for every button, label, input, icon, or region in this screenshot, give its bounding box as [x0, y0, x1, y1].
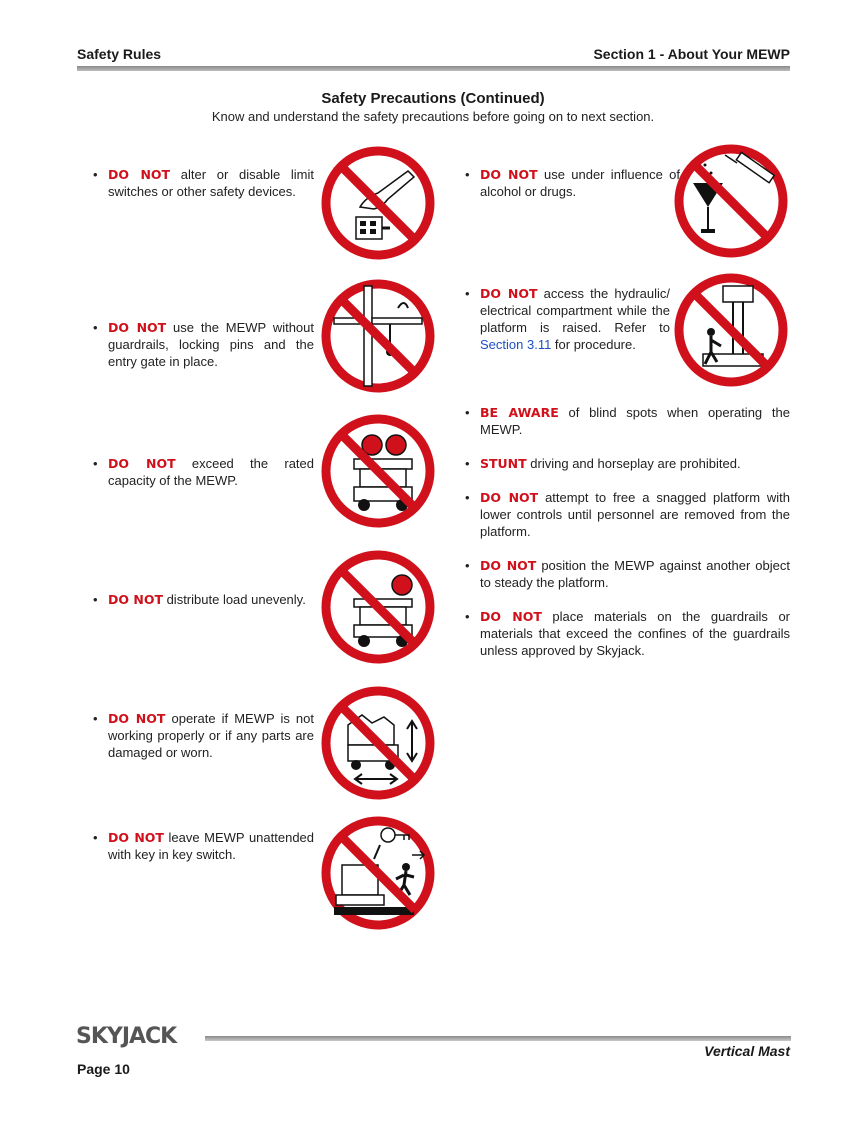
key-unattended-prohibited-icon	[320, 815, 436, 931]
guardrail-removed-prohibited-icon	[320, 278, 436, 394]
model-name: Vertical Mast	[704, 1043, 790, 1059]
list-item: • DO NOT place materials on the guardrails or materials that exceed the confines of the guardrails unless approved by Skyjack.	[465, 609, 791, 658]
item-text: of blind spots when operating the MEWP.	[480, 405, 790, 437]
warning-keyword: DO NOT	[108, 592, 163, 607]
list-item: • DO NOT use the MEWP without guardrails, locking pins and the entry gate in place.	[93, 320, 315, 369]
warning-keyword: DO NOT	[480, 490, 539, 505]
overload-prohibited-icon	[320, 413, 436, 529]
page-number: Page 10	[77, 1061, 130, 1077]
list-item: • DO NOT leave MEWP unattended with key in key switch.	[93, 830, 315, 862]
warning-keyword: DO NOT	[108, 167, 171, 182]
item-text: distribute load unevenly.	[162, 592, 306, 607]
page-subtitle: Know and understand the safety precautions before going on to next section.	[211, 109, 655, 124]
skyjack-logo: SKYJACK	[76, 1024, 177, 1049]
header-section-label: Safety Rules	[77, 46, 162, 62]
list-item: • DO NOT exceed the rated capacity of the MEWP.	[93, 456, 314, 488]
list-item: • DO NOT operate if MEWP is not working properly or if any parts are damaged or worn.	[93, 711, 314, 760]
damaged-machine-prohibited-icon	[320, 685, 436, 801]
warning-keyword: DO NOT	[480, 609, 542, 624]
list-item: • DO NOT attempt to free a snagged platform with lower controls until personnel are removed from the platform.	[465, 490, 790, 539]
uneven-load-prohibited-icon	[320, 549, 436, 665]
item-text: use the MEWP without guardrails, locking pins and the entry gate in place.	[108, 320, 315, 369]
item-text: position the MEWP against another object to steady the platform.	[480, 558, 790, 590]
compartment-access-prohibited-icon	[673, 272, 789, 388]
warning-keyword: DO NOT	[480, 558, 537, 573]
warning-keyword: DO NOT	[108, 320, 167, 335]
warning-keyword: DO NOT	[480, 286, 538, 301]
alcohol-drugs-prohibited-icon	[673, 143, 789, 259]
warning-keyword: BE AWARE	[480, 405, 559, 420]
item-text: exceed the rated capacity of the MEWP.	[108, 456, 314, 488]
list-item: • STUNT driving and horseplay are prohibited.	[465, 456, 741, 471]
section-link[interactable]: Section 3.11	[480, 337, 552, 352]
header-divider	[77, 66, 790, 71]
header-chapter-label: Section 1 - About Your MEWP	[593, 46, 790, 62]
warning-keyword: DO NOT	[108, 830, 164, 845]
warning-keyword: STUNT	[480, 456, 527, 471]
list-item: • BE AWARE of blind spots when operating the MEWP.	[465, 405, 790, 437]
list-item: • DO NOT position the MEWP against another object to steady the platform.	[465, 558, 790, 590]
item-text: leave MEWP unattended with key in key switch.	[108, 830, 315, 862]
list-item: • DO NOT use under influence of alcohol or drugs.	[465, 167, 680, 199]
warning-keyword: DO NOT	[108, 456, 176, 471]
list-item: • DO NOT alter or disable limit switches or other safety devices.	[93, 167, 314, 199]
item-text: for procedure.	[551, 337, 636, 352]
warning-keyword: DO NOT	[108, 711, 166, 726]
limit-switch-prohibited-icon	[320, 145, 436, 261]
list-item: • DO NOT distribute load unevenly.	[93, 592, 306, 607]
item-text: operate if MEWP is not working properly or if any parts are damaged or worn.	[108, 711, 314, 760]
item-text: place materials on the guardrails or materials that exceed the confines of the guardrails unless approved by Skyjack.	[480, 609, 791, 658]
item-text: access the hydraulic/ electrical compartment while the platform is raised. Refer to	[480, 286, 671, 335]
item-text: use under influence of alcohol or drugs.	[480, 167, 680, 199]
item-text: alter or disable limit switches or other safety devices.	[108, 167, 314, 199]
warning-keyword: DO NOT	[480, 167, 538, 182]
page-title: Safety Precautions (Continued)	[321, 90, 545, 107]
item-text: driving and horseplay are prohibited.	[526, 456, 741, 471]
list-item: • DO NOT access the hydraulic/ electrical compartment while the platform is raised. Refer to Section 3.11 for procedure.	[465, 286, 671, 352]
footer-divider	[205, 1036, 791, 1041]
item-text: attempt to free a snagged platform with lower controls until personnel are removed from the platform.	[480, 490, 790, 539]
